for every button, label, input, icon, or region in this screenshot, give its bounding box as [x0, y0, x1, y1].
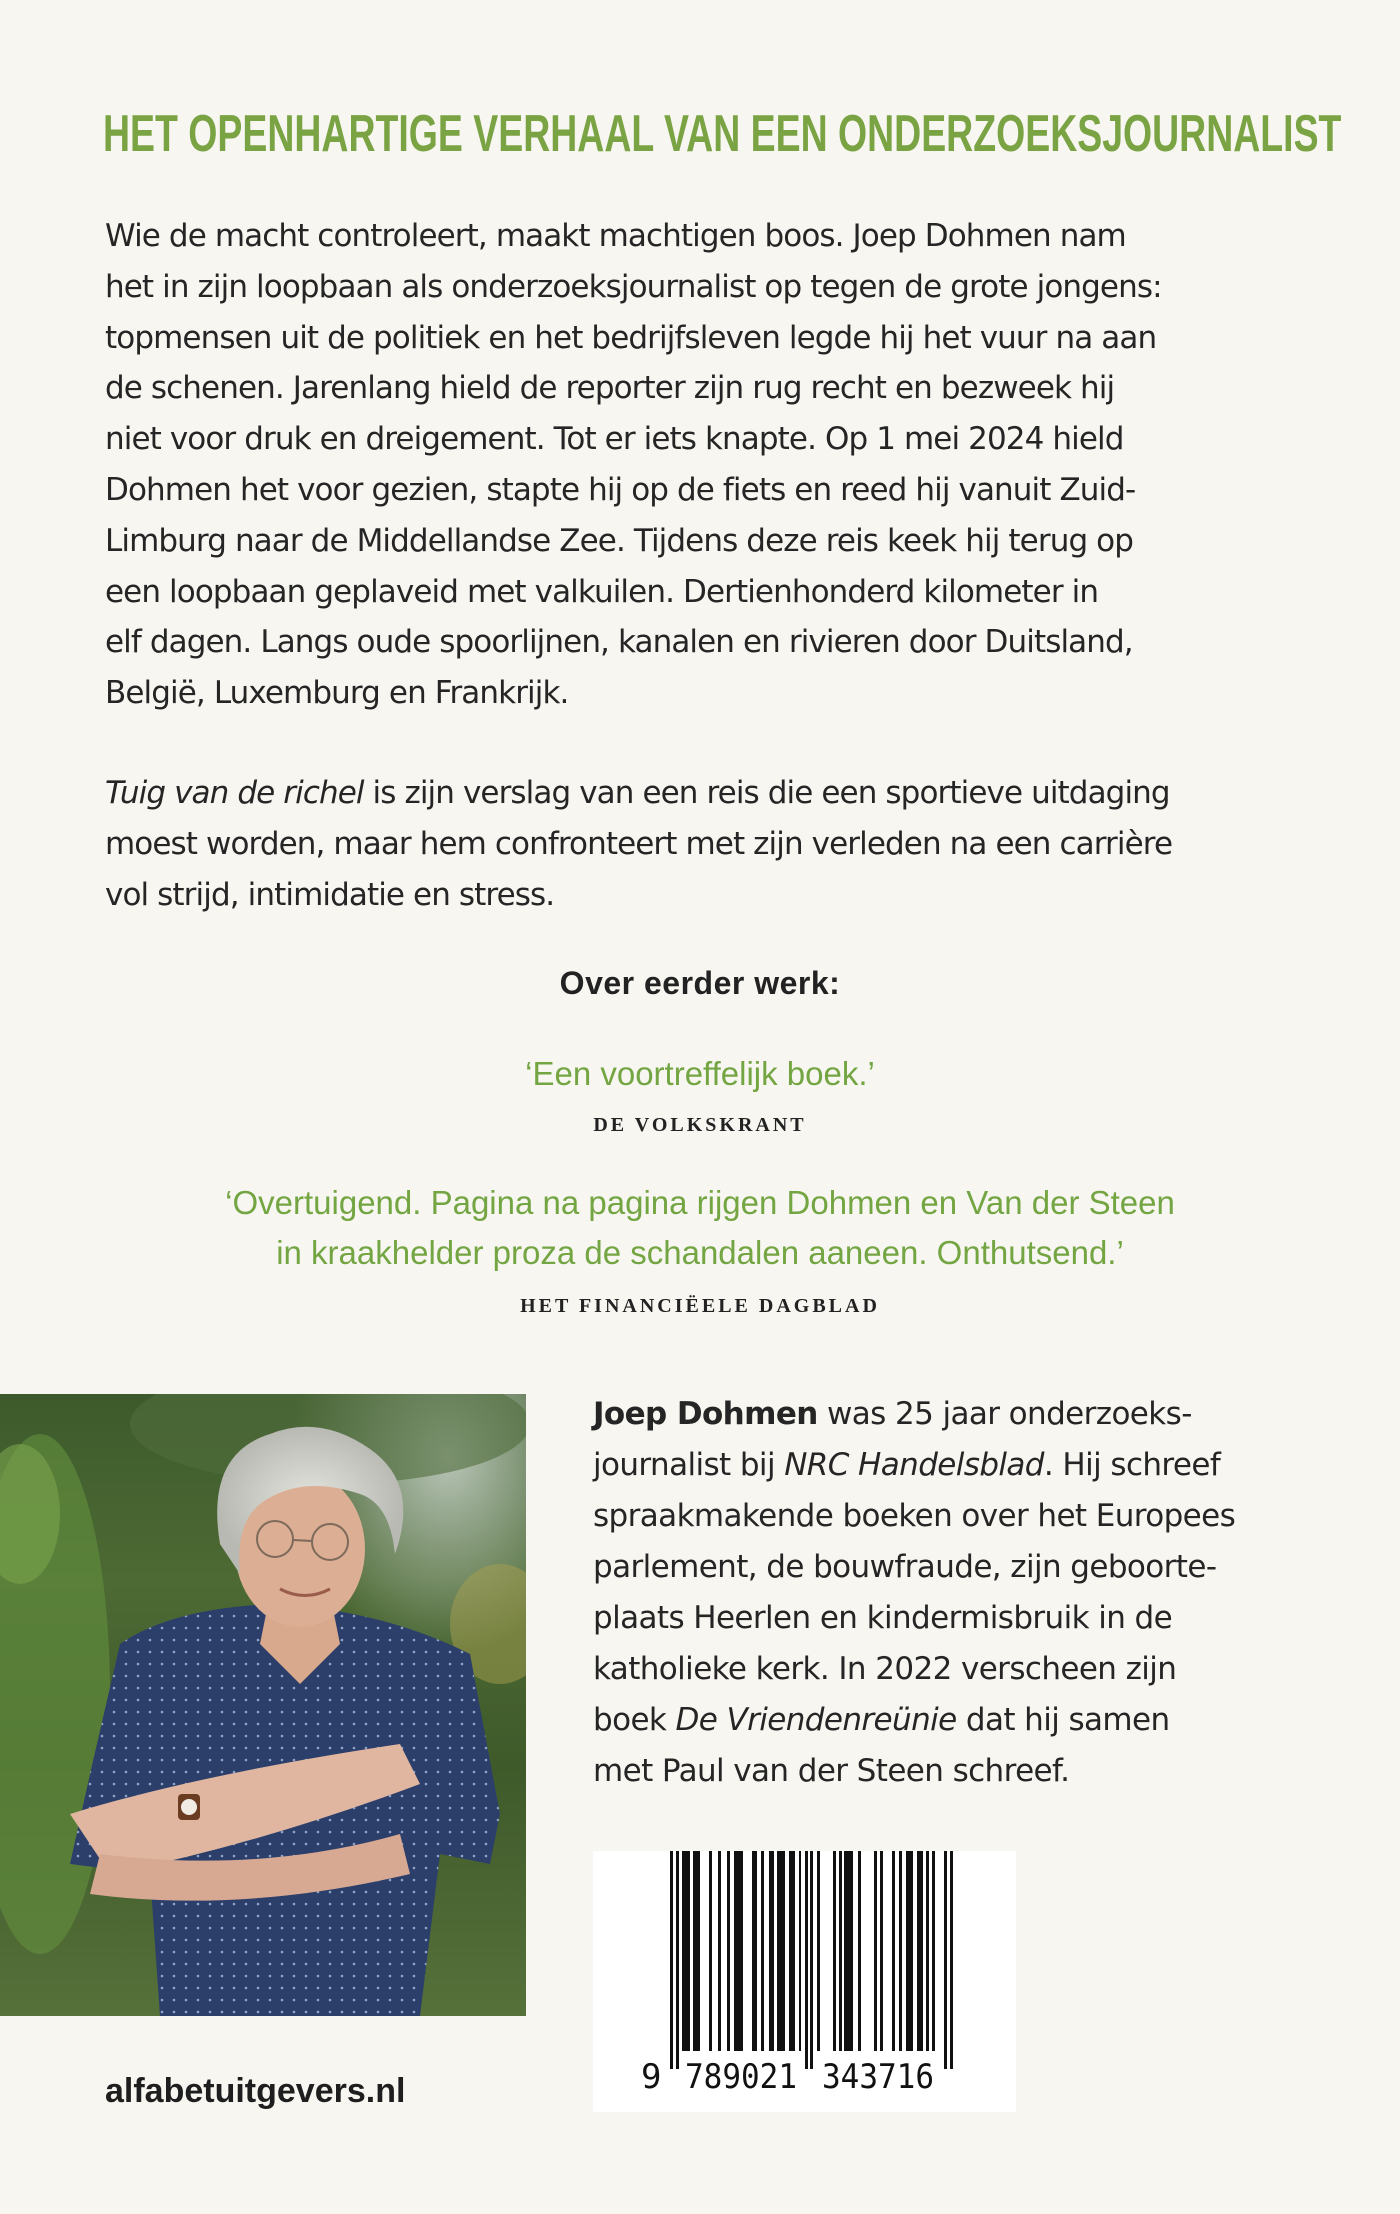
synopsis-line: Dohmen het voor gezien, stapte hij op de fiets en reed hij vanuit Zuid- [105, 471, 1136, 508]
synopsis-line: het in zijn loopbaan als onderzoeksjournalist op tegen de grote jongens: [105, 268, 1162, 305]
synopsis-text: is zijn verslag van een reis die een sportieve uitdaging [363, 775, 1170, 811]
review-quote: ‘Een voortreffelijk boek.’ [525, 1055, 875, 1092]
author-name: Joep Dohmen [593, 1396, 818, 1432]
bio-line: katholieke kerk. In 2022 verscheen zijn [593, 1651, 1177, 1687]
bio-text: dat hij samen [956, 1702, 1170, 1738]
review-quote-line: in kraakhelder proza de schandalen aaneen. Onthutsend.’ [276, 1234, 1124, 1271]
synopsis-line: Wie de macht controleert, maakt machtigen boos. Joep Dohmen nam [105, 218, 1126, 254]
bio-line: spraakmakende boeken over het Europees [593, 1498, 1236, 1534]
author-photo [0, 1394, 526, 2016]
bio-line: parlement, de bouwfraude, zijn geboorte- [593, 1549, 1217, 1585]
review-quote [0, 1178, 1400, 1278]
publisher-website-link[interactable]: alfabetuitgevers.nl [105, 2072, 406, 2110]
bio-line [593, 1389, 1313, 1440]
bio-line [593, 1695, 1313, 1746]
bio-text: was 25 jaar onderzoeks- [817, 1396, 1192, 1432]
bio-text: journalist bij [593, 1447, 785, 1483]
bio-line [593, 1440, 1313, 1491]
bio-text: . Hij schreef [1043, 1447, 1221, 1483]
synopsis-line: elf dagen. Langs oude spoorlijnen, kanalen en rivieren door Duitsland, [105, 624, 1133, 661]
portrait-illustration [0, 1394, 526, 2016]
isbn-right-group: 343716 [822, 2057, 934, 2097]
isbn-left-group: 789021 [685, 2057, 797, 2097]
synopsis-line: een loopbaan geplaveid met valkuilen. Dertienhonderd kilometer in [105, 573, 1099, 610]
synopsis-line: Limburg naar de Middellandse Zee. Tijdens deze reis keek hij terug op [105, 522, 1134, 559]
synopsis-line: topmensen uit de politiek en het bedrijfsleven legde hij het vuur na aan [105, 319, 1157, 356]
isbn-barcode [593, 1851, 1016, 2112]
isbn-first-digit: 9 [641, 2057, 662, 2097]
synopsis-line: België, Luxemburg en Frankrijk. [105, 675, 569, 712]
newspaper-title: NRC Handelsblad [784, 1447, 1044, 1483]
cover-headline [103, 104, 1342, 164]
bio-text: boek [593, 1702, 676, 1738]
bio-line: plaats Heerlen en kindermisbruik in de [593, 1600, 1173, 1636]
barcode-icon [593, 1851, 1016, 2112]
reviews-heading: Over eerder werk: [559, 965, 841, 1001]
book-title: De Vriendenreünie [675, 1702, 957, 1738]
synopsis-paragraph-1 [105, 211, 1305, 719]
synopsis-line [105, 768, 1305, 819]
bio-line: met Paul van der Steen schreef. [593, 1753, 1070, 1789]
book-title: Tuig van de richel [105, 775, 364, 811]
synopsis-line: niet voor druk en dreigement. Tot er iets knapte. Op 1 mei 2024 hield [105, 421, 1124, 458]
review-quote-line: ‘Overtuigend. Pagina na pagina rijgen Dohmen en Van der Steen [225, 1184, 1175, 1221]
synopsis-line: de schenen. Jarenlang hield de reporter zijn rug recht en bezweek hij [105, 370, 1115, 407]
review-source: HET FINANCIËELE DAGBLAD [520, 1295, 880, 1317]
synopsis-line: vol strijd, intimidatie en stress. [105, 876, 555, 913]
synopsis-line: moest worden, maar hem confronteert met zijn verleden na een carrière [105, 825, 1173, 862]
review-source: DE VOLKSKRANT [593, 1114, 807, 1136]
synopsis-paragraph-2 [105, 768, 1305, 920]
author-bio [593, 1389, 1313, 1797]
headline-text: HET OPENHARTIGE VERHAAL VAN EEN ONDERZOEKSJOURNALIST [103, 105, 1342, 163]
